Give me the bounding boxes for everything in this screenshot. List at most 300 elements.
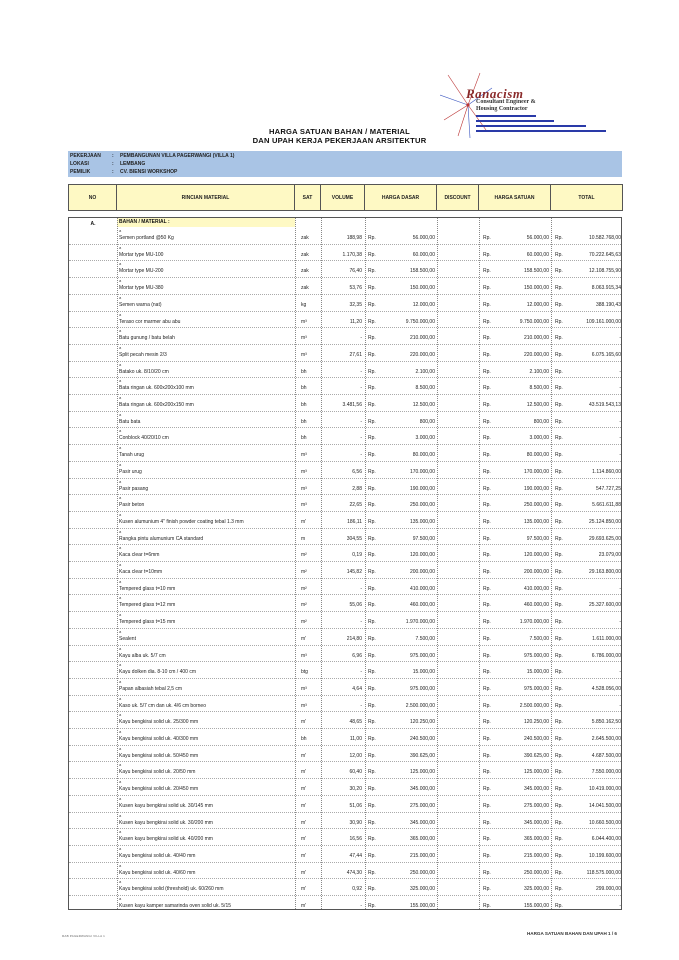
currency-label: Rp. xyxy=(368,769,376,776)
currency-label: Rp. xyxy=(555,903,563,909)
harga-satuan: 460.000,00 xyxy=(523,602,549,609)
unit: m³ xyxy=(301,702,307,709)
volume: - xyxy=(360,368,362,375)
material-name: Kayu bengkirai solid uk. 40/40 mm xyxy=(119,852,196,859)
currency-label: Rp. xyxy=(483,702,491,709)
row-separator xyxy=(69,361,621,362)
row-sub-marker: a xyxy=(119,294,122,300)
row-sub-marker: a xyxy=(119,328,122,334)
currency-label: Rp. xyxy=(483,786,491,793)
harga-satuan: 215.000,00 xyxy=(523,852,549,859)
currency-label: Rp. xyxy=(555,301,563,308)
volume: 22,65 xyxy=(349,502,362,509)
material-name: Pasir pasang xyxy=(119,485,149,492)
row-separator xyxy=(69,645,621,646)
material-name: Conblock 40/20/10 cm xyxy=(119,435,169,442)
volume: 53,76 xyxy=(349,285,362,292)
row-sub-marker: a xyxy=(119,311,122,317)
total: - xyxy=(619,385,621,392)
col-header-discount: DISCOUNT xyxy=(437,185,479,211)
material-name: Kayu bengkirai solid (threshold) uk. 60/260 mm xyxy=(119,886,224,893)
material-name: Kayu bengkirai solid uk. 20/50 mm xyxy=(119,769,196,776)
total: - xyxy=(619,702,621,709)
volume: 47,44 xyxy=(349,852,362,859)
row-separator xyxy=(69,461,621,462)
volume: 30,20 xyxy=(349,786,362,793)
material-name: Tempered glass t=15 mm xyxy=(119,619,176,626)
volume: - xyxy=(360,619,362,626)
currency-label: Rp. xyxy=(555,685,563,692)
harga-satuan: 220.000,00 xyxy=(523,351,549,358)
harga-dasar: 220.000,00 xyxy=(409,351,435,358)
material-name: Semen portland @50 Kg xyxy=(119,235,174,241)
currency-label: Rp. xyxy=(483,402,491,408)
harga-dasar: 240.500,00 xyxy=(409,736,435,742)
volume: - xyxy=(360,585,362,592)
harga-satuan: 2.100,00 xyxy=(529,368,549,375)
currency-label: Rp. xyxy=(368,635,376,642)
row-sub-marker: a xyxy=(119,361,122,367)
harga-dasar: 3.000,00 xyxy=(415,435,435,442)
row-sub-marker: a xyxy=(119,595,122,601)
page-title: HARGA SATUAN BAHAN / MATERIAL DAN UPAH KERJA PEKERJAAN ARSITEKTUR xyxy=(252,127,427,145)
unit: m² xyxy=(301,552,307,559)
harga-satuan: 60.000,00 xyxy=(526,251,549,258)
currency-label: Rp. xyxy=(483,852,491,859)
harga-dasar: 250.000,00 xyxy=(409,869,435,876)
harga-dasar: 390.625,00 xyxy=(409,752,435,759)
row-sub-marker: a xyxy=(119,511,122,517)
currency-label: Rp. xyxy=(555,786,563,793)
total: 6.044.400,00 xyxy=(591,836,621,843)
harga-dasar: 170.000,00 xyxy=(409,468,435,475)
material-name: Kusen alumunium 4" finish powder coating tebal 1.3 mm xyxy=(119,518,244,525)
total: 10.582.768,00 xyxy=(589,235,621,241)
currency-label: Rp. xyxy=(555,602,563,609)
currency-label: Rp. xyxy=(483,552,491,559)
row-sub-marker: a xyxy=(119,812,122,818)
currency-label: Rp. xyxy=(555,368,563,375)
row-sub-marker: a xyxy=(119,695,122,701)
currency-label: Rp. xyxy=(555,819,563,826)
currency-label: Rp. xyxy=(555,652,563,659)
harga-satuan: 210.000,00 xyxy=(523,335,549,342)
harga-satuan: 7.500,00 xyxy=(529,635,549,642)
volume: 2,88 xyxy=(352,485,362,492)
volume: 214,80 xyxy=(346,635,362,642)
row-sub-marker: a xyxy=(119,678,122,684)
unit: m³ xyxy=(301,318,307,325)
currency-label: Rp. xyxy=(368,351,376,358)
material-name: Kayu bengkirai solid uk. 20/450 mm xyxy=(119,786,199,793)
currency-label: Rp. xyxy=(483,285,491,292)
row-sub-marker: a xyxy=(119,344,122,350)
row-separator xyxy=(69,711,621,712)
currency-label: Rp. xyxy=(483,869,491,876)
currency-label: Rp. xyxy=(555,468,563,475)
currency-label: Rp. xyxy=(483,351,491,358)
harga-satuan: 155.000,00 xyxy=(523,903,549,909)
row-sub-marker: a xyxy=(119,578,122,584)
unit: kg xyxy=(301,301,307,308)
unit: m' xyxy=(301,769,307,776)
volume: - xyxy=(360,385,362,392)
currency-label: Rp. xyxy=(368,301,376,308)
currency-label: Rp. xyxy=(555,285,563,292)
currency-label: Rp. xyxy=(555,569,563,575)
currency-label: Rp. xyxy=(483,518,491,525)
material-name: Rangka pintu alumunium CA standard xyxy=(119,535,204,542)
unit: m³ xyxy=(301,502,307,509)
currency-label: Rp. xyxy=(555,268,563,275)
currency-label: Rp. xyxy=(483,903,491,909)
row-sub-marker: a xyxy=(119,712,122,718)
currency-label: Rp. xyxy=(368,485,376,492)
harga-dasar: 80.000,00 xyxy=(412,452,435,459)
volume: 186,11 xyxy=(347,518,362,525)
volume: 3.481,56 xyxy=(342,402,362,408)
currency-label: Rp. xyxy=(555,485,563,492)
row-sub-marker: a xyxy=(119,278,122,284)
harga-satuan: 56.000,00 xyxy=(526,235,549,241)
row-separator xyxy=(69,578,621,579)
volume: - xyxy=(360,452,362,459)
currency-label: Rp. xyxy=(483,502,491,509)
col-header-harga-dasar: HARGA DASAR xyxy=(365,185,437,211)
harga-satuan: 975.000,00 xyxy=(523,652,549,659)
row-separator xyxy=(69,311,621,312)
harga-dasar: 155.000,00 xyxy=(409,903,435,909)
unit: bh xyxy=(301,435,307,442)
footer-page-label: HARGA SATUAN BAHAN DAN UPAH 1 / 6 xyxy=(526,931,617,936)
harga-satuan: 390.625,00 xyxy=(523,752,549,759)
col-header-sat: SAT xyxy=(295,185,321,211)
currency-label: Rp. xyxy=(555,452,563,459)
material-name: Teraso cor marmer abu abu xyxy=(119,318,181,325)
row-separator xyxy=(69,294,621,295)
currency-label: Rp. xyxy=(555,552,563,559)
volume: - xyxy=(360,903,362,909)
currency-label: Rp. xyxy=(483,836,491,843)
currency-label: Rp. xyxy=(368,669,376,676)
row-separator xyxy=(69,728,621,729)
unit: bh xyxy=(301,736,307,742)
unit: m³ xyxy=(301,452,307,459)
currency-label: Rp. xyxy=(368,335,376,342)
row-sub-marker: a xyxy=(119,378,122,384)
unit: m' xyxy=(301,869,307,876)
material-name: Mortar type MU-200 xyxy=(119,268,164,275)
material-name: Tempered glass t=10 mm xyxy=(119,585,176,592)
currency-label: Rp. xyxy=(483,719,491,726)
currency-label: Rp. xyxy=(483,335,491,342)
unit: m' xyxy=(301,752,307,759)
row-sub-marker: a xyxy=(119,244,122,250)
material-name: Batako uk. 8/10/20 cm xyxy=(119,368,169,375)
currency-label: Rp. xyxy=(483,819,491,826)
currency-label: Rp. xyxy=(483,752,491,759)
currency-label: Rp. xyxy=(555,619,563,626)
row-sub-marker: a xyxy=(119,545,122,551)
currency-label: Rp. xyxy=(368,385,376,392)
material-name: Kayu bengkirai solid uk. 25/300 mm xyxy=(119,719,199,726)
total: 118.575.000,00 xyxy=(586,869,621,876)
material-name: Kayu bengkirai solid uk. 50/450 mm xyxy=(119,752,199,759)
row-sub-marker: a xyxy=(119,628,122,634)
harga-dasar: 2.100,00 xyxy=(415,368,435,375)
harga-dasar: 7.500,00 xyxy=(415,635,435,642)
row-sub-marker: a xyxy=(119,879,122,885)
material-name: Bata ringan uk. 600x200x150 mm xyxy=(119,402,194,408)
section-label: BAHAN / MATERIAL : xyxy=(117,218,295,227)
harga-satuan: 250.000,00 xyxy=(523,502,549,509)
unit: m³ xyxy=(301,351,307,358)
harga-dasar: 345.000,00 xyxy=(409,819,435,826)
unit: m² xyxy=(301,602,307,609)
row-sub-marker: a xyxy=(119,478,122,484)
unit: m' xyxy=(301,886,307,893)
project-info-band xyxy=(68,151,622,177)
currency-label: Rp. xyxy=(483,251,491,258)
currency-label: Rp. xyxy=(483,669,491,676)
row-separator xyxy=(69,528,621,529)
col-header-no: NO xyxy=(69,185,117,211)
col-header-rincian: RINCIAN MATERIAL xyxy=(117,185,295,211)
row-sub-marker: a xyxy=(119,779,122,785)
harga-satuan: 2.500.000,00 xyxy=(519,702,549,709)
total: 5.850.162,50 xyxy=(591,719,621,726)
unit: m² xyxy=(301,585,307,592)
harga-dasar: 365.000,00 xyxy=(409,836,435,843)
material-name: Pasir urug xyxy=(119,468,142,475)
currency-label: Rp. xyxy=(368,502,376,509)
unit: bh xyxy=(301,418,307,425)
harga-dasar: 1.970.000,00 xyxy=(405,619,435,626)
row-sub-marker: a xyxy=(119,745,122,751)
harga-dasar: 60.000,00 xyxy=(412,251,435,258)
currency-label: Rp. xyxy=(368,235,376,241)
table-header xyxy=(68,184,623,211)
currency-label: Rp. xyxy=(368,418,376,425)
row-separator xyxy=(69,611,621,612)
row-separator xyxy=(69,344,621,345)
harga-satuan: 12.500,00 xyxy=(526,402,549,408)
row-separator xyxy=(69,244,621,245)
volume: 6,56 xyxy=(352,468,362,475)
currency-label: Rp. xyxy=(368,852,376,859)
harga-dasar: 135.000,00 xyxy=(409,518,435,525)
currency-label: Rp. xyxy=(368,368,376,375)
harga-satuan: 120.000,00 xyxy=(523,552,549,559)
harga-satuan: 200.000,00 xyxy=(523,569,549,575)
row-sub-marker: a xyxy=(119,461,122,467)
row-sub-marker: a xyxy=(119,845,122,851)
row-separator xyxy=(69,544,621,545)
currency-label: Rp. xyxy=(483,802,491,809)
total: 14.041.500,00 xyxy=(589,802,621,809)
volume: 0,92 xyxy=(352,886,362,893)
harga-satuan: 275.000,00 xyxy=(523,802,549,809)
row-sub-marker: a xyxy=(119,795,122,801)
volume: - xyxy=(360,335,362,342)
currency-label: Rp. xyxy=(368,552,376,559)
currency-label: Rp. xyxy=(483,485,491,492)
total: - xyxy=(619,619,621,626)
harga-satuan: 190.000,00 xyxy=(523,485,549,492)
unit: m' xyxy=(301,719,307,726)
unit: bh xyxy=(301,385,307,392)
total: 6.786.000,00 xyxy=(591,652,621,659)
row-separator xyxy=(69,745,621,746)
unit: m' xyxy=(301,819,307,826)
currency-label: Rp. xyxy=(368,619,376,626)
column-divider xyxy=(551,218,552,909)
row-separator xyxy=(69,878,621,879)
harga-satuan: 125.000,00 xyxy=(523,769,549,776)
currency-label: Rp. xyxy=(368,251,376,258)
row-separator xyxy=(69,277,621,278)
harga-satuan: 8.500,00 xyxy=(529,385,549,392)
material-name: Kusen kayu bengkirai solid uk. 40/200 mm xyxy=(119,836,213,843)
unit: m³ xyxy=(301,335,307,342)
currency-label: Rp. xyxy=(555,402,563,408)
row-sub-marker: a xyxy=(119,562,122,567)
volume: 11,20 xyxy=(349,318,362,325)
row-sub-marker: a xyxy=(119,762,122,768)
row-separator xyxy=(69,478,621,479)
currency-label: Rp. xyxy=(368,886,376,893)
currency-label: Rp. xyxy=(555,736,563,742)
harga-satuan: 975.000,00 xyxy=(523,685,549,692)
info-pemilik: PEMILIK : CV. BIENSI WORKSHOP xyxy=(70,169,178,175)
harga-dasar: 12.000,00 xyxy=(412,301,435,308)
currency-label: Rp. xyxy=(368,535,376,542)
volume: 32,35 xyxy=(349,301,362,308)
row-separator xyxy=(69,394,621,395)
info-pekerjaan: PEKERJAAN : PEMBANGUNAN VILLA PAGERWANGI (VILLA 1) xyxy=(70,153,235,159)
volume: - xyxy=(360,435,362,442)
harga-dasar: 150.000,00 xyxy=(409,285,435,292)
harga-satuan: 240.500,00 xyxy=(523,736,549,742)
col-header-volume: VOLUME xyxy=(321,185,365,211)
row-sub-marker: a xyxy=(119,411,122,417)
currency-label: Rp. xyxy=(368,836,376,843)
total: 2.645.500,00 xyxy=(591,736,621,742)
currency-label: Rp. xyxy=(483,652,491,659)
total: - xyxy=(619,435,621,442)
total: 109.161.000,00 xyxy=(586,318,621,325)
currency-label: Rp. xyxy=(555,719,563,726)
currency-label: Rp. xyxy=(368,685,376,692)
currency-label: Rp. xyxy=(555,385,563,392)
volume: 30,90 xyxy=(349,819,362,826)
total: 299.000,00 xyxy=(595,886,621,893)
currency-label: Rp. xyxy=(555,335,563,342)
currency-label: Rp. xyxy=(483,585,491,592)
material-name: Bata ringan uk. 600x200x100 mm xyxy=(119,385,194,392)
material-name: Kusen kayu kamper samarinda oven solid uk. 5/15 xyxy=(119,903,232,909)
volume: - xyxy=(360,702,362,709)
harga-satuan: 410.000,00 xyxy=(523,585,549,592)
harga-dasar: 190.000,00 xyxy=(409,485,435,492)
currency-label: Rp. xyxy=(483,602,491,609)
material-name: Kaso uk. 5/7 cm dan uk. 4/6 cm borneo xyxy=(119,702,206,709)
total: 23.079,00 xyxy=(598,552,621,559)
total: 1.611.000,00 xyxy=(592,635,621,642)
currency-label: Rp. xyxy=(555,769,563,776)
volume: 76,40 xyxy=(349,268,362,275)
total: 43.519.543,13 xyxy=(589,402,621,408)
unit: m xyxy=(301,535,306,542)
total: 12.108.755,90 xyxy=(589,268,621,275)
harga-dasar: 200.000,00 xyxy=(409,569,435,575)
currency-label: Rp. xyxy=(368,736,376,742)
currency-label: Rp. xyxy=(483,619,491,626)
harga-dasar: 120.250,00 xyxy=(409,719,435,726)
currency-label: Rp. xyxy=(368,752,376,759)
harga-satuan: 345.000,00 xyxy=(523,819,549,826)
row-separator xyxy=(69,561,621,562)
unit: m³ xyxy=(301,485,307,492)
row-sub-marker: a xyxy=(119,428,122,434)
unit: m' xyxy=(301,836,307,843)
unit: m³ xyxy=(301,468,307,475)
row-separator xyxy=(69,260,621,261)
volume: 48,65 xyxy=(349,719,362,726)
material-name: Tanah urug xyxy=(119,452,145,459)
column-divider xyxy=(117,218,118,909)
currency-label: Rp. xyxy=(368,318,376,325)
row-separator xyxy=(69,594,621,595)
total: 6.075.165,60 xyxy=(591,351,621,358)
currency-label: Rp. xyxy=(483,385,491,392)
total: 8.063.915,34 xyxy=(591,285,621,292)
row-sub-marker: a xyxy=(119,395,122,400)
company-tagline: Consultant Engineer & Housing Contractor xyxy=(476,99,536,112)
harga-satuan: 135.000,00 xyxy=(523,518,549,525)
currency-label: Rp. xyxy=(483,368,491,375)
harga-dasar: 56.000,00 xyxy=(412,235,435,241)
currency-label: Rp. xyxy=(368,468,376,475)
harga-satuan: 170.000,00 xyxy=(523,468,549,475)
harga-satuan: 12.000,00 xyxy=(526,301,549,308)
unit: btg xyxy=(301,669,308,676)
unit: bh xyxy=(301,402,307,408)
material-table-body xyxy=(68,217,622,910)
volume: - xyxy=(360,418,362,425)
currency-label: Rp. xyxy=(368,518,376,525)
currency-label: Rp. xyxy=(555,502,563,509)
column-divider xyxy=(365,218,366,909)
currency-label: Rp. xyxy=(368,719,376,726)
currency-label: Rp. xyxy=(483,235,491,241)
harga-satuan: 345.000,00 xyxy=(523,786,549,793)
row-sub-marker: a xyxy=(119,829,122,835)
harga-satuan: 800,00 xyxy=(533,418,549,425)
currency-label: Rp. xyxy=(555,435,563,442)
harga-satuan: 97.500,00 xyxy=(526,535,549,542)
currency-label: Rp. xyxy=(555,235,563,241)
currency-label: Rp. xyxy=(555,702,563,709)
currency-label: Rp. xyxy=(483,318,491,325)
total: - xyxy=(619,368,621,375)
harga-dasar: 97.500,00 xyxy=(412,535,435,542)
material-name: Pasir beton xyxy=(119,502,145,509)
total: 1.114.860,00 xyxy=(592,468,621,475)
harga-dasar: 120.000,00 xyxy=(409,552,435,559)
currency-label: Rp. xyxy=(483,468,491,475)
col-header-total: TOTAL xyxy=(551,185,623,211)
